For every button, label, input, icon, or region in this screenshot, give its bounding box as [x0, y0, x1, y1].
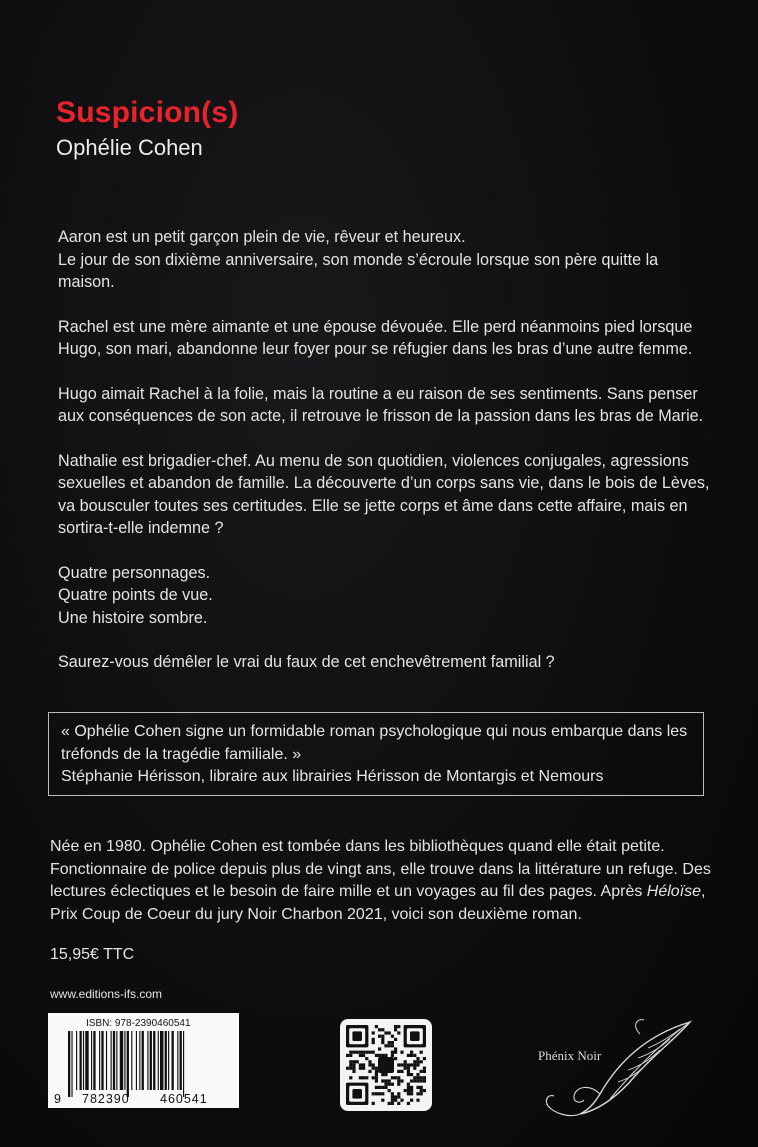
qr-module — [416, 1060, 419, 1063]
qr-module — [400, 1070, 403, 1073]
qr-module — [384, 1086, 387, 1089]
barcode-bar — [76, 1031, 77, 1090]
qr-module — [352, 1067, 355, 1070]
qr-module — [388, 1041, 391, 1044]
qr-module — [413, 1079, 416, 1082]
barcode-bar — [91, 1031, 92, 1090]
barcode-bar — [139, 1031, 140, 1090]
qr-module — [375, 1092, 378, 1095]
barcode-bar — [131, 1031, 132, 1090]
qr-module — [375, 1079, 378, 1082]
qr-module — [410, 1073, 413, 1076]
qr-module — [394, 1038, 397, 1041]
qr-module — [407, 1092, 410, 1095]
qr-module — [404, 1060, 407, 1063]
blurb — [58, 226, 718, 696]
qr-module — [381, 1054, 384, 1057]
qr-module — [368, 1060, 371, 1063]
quote-line-1: « Ophélie Cohen signe un formidable roman psychologique qui nous embarque dans les — [61, 723, 688, 740]
qr-module — [404, 1063, 407, 1066]
qr-finder — [352, 1031, 362, 1041]
barcode-bar — [68, 1031, 70, 1097]
qr-module — [423, 1070, 426, 1073]
qr-module — [416, 1086, 419, 1089]
qr-module — [397, 1076, 400, 1079]
qr-module — [410, 1092, 413, 1095]
qr-module — [381, 1079, 384, 1082]
qr-module — [362, 1067, 365, 1070]
qr-finder — [410, 1031, 420, 1041]
blurb-question: Saurez-vous démêler le vrai du faux de cet enchevêtrement familial ? — [58, 653, 555, 671]
feather-icon — [540, 1014, 700, 1124]
qr-module — [372, 1076, 375, 1079]
qr-module — [410, 1063, 413, 1066]
qr-module — [404, 1089, 407, 1092]
qr-module — [416, 1079, 419, 1082]
qr-module — [352, 1063, 355, 1066]
qr-module — [384, 1079, 387, 1082]
qr-module — [413, 1076, 416, 1079]
qr-module — [391, 1054, 394, 1057]
barcode-bar — [150, 1031, 152, 1090]
qr-module — [391, 1099, 394, 1102]
qr-module — [416, 1057, 419, 1060]
barcode-bar — [136, 1031, 137, 1090]
barcode-bar — [127, 1031, 129, 1097]
review-quote — [48, 712, 704, 796]
qr-module — [356, 1051, 359, 1054]
qr-module — [407, 1054, 410, 1057]
qr-module — [365, 1076, 368, 1079]
qr-module — [394, 1025, 397, 1028]
qr-module — [346, 1054, 349, 1057]
qr-module — [375, 1086, 378, 1089]
qr-module — [400, 1099, 403, 1102]
qr-module — [372, 1031, 375, 1034]
qr-module — [420, 1086, 423, 1089]
qr-module — [388, 1089, 391, 1092]
barcode-bar — [180, 1031, 182, 1090]
qr-module — [420, 1051, 423, 1054]
qr-module — [359, 1054, 362, 1057]
qr-module — [359, 1076, 362, 1079]
barcode-bar — [99, 1031, 100, 1090]
barcode-bar — [120, 1031, 123, 1090]
qr-module — [349, 1063, 352, 1066]
qr-module — [378, 1035, 381, 1038]
qr-module — [352, 1070, 355, 1073]
qr-module — [400, 1079, 403, 1082]
qr-module — [394, 1095, 397, 1098]
qr-module — [400, 1063, 403, 1066]
qr-module — [346, 1067, 349, 1070]
qr-module — [423, 1057, 426, 1060]
quote-line-2: tréfonds de la tragédie familiale. » — [61, 745, 302, 763]
barcode-bar — [71, 1031, 72, 1097]
qr-module — [388, 1102, 391, 1105]
qr-module — [420, 1060, 423, 1063]
qr-code[interactable] — [340, 1019, 432, 1111]
qr-module — [407, 1086, 410, 1089]
qr-module — [368, 1063, 371, 1066]
barcode-bars — [48, 1013, 239, 1108]
qr-module — [397, 1070, 400, 1073]
qr-module — [388, 1083, 391, 1086]
qr-module — [384, 1073, 387, 1076]
qr-module — [413, 1054, 416, 1057]
blurb-paragraph-3: Hugo aimait Rachel à la folie, mais la routine a eu raison de ses sentiments. Sans penser aux conséquences de son acte, il retrouve le frisson de la passion dans les bras de Marie. — [58, 384, 704, 425]
qr-module — [391, 1092, 394, 1095]
qr-module — [349, 1054, 352, 1057]
quote-attribution: Stéphanie Hérisson, libraire aux librairies Hérisson de Montargis et Nemours — [61, 768, 604, 785]
qr-module — [407, 1089, 410, 1092]
barcode-digits-left: 782390 — [82, 1092, 130, 1106]
qr-module — [423, 1067, 426, 1070]
qr-module — [397, 1095, 400, 1098]
isbn-barcode — [48, 1013, 239, 1108]
qr-module — [397, 1083, 400, 1086]
book-reference: Héloïse — [646, 883, 702, 900]
qr-module — [349, 1051, 352, 1054]
qr-module — [416, 1076, 419, 1079]
qr-module — [394, 1047, 397, 1050]
qr-module — [378, 1054, 381, 1057]
qr-module — [362, 1054, 365, 1057]
qr-module — [384, 1031, 387, 1034]
qr-module — [349, 1060, 352, 1063]
qr-module — [420, 1070, 423, 1073]
qr-module — [362, 1051, 365, 1054]
qr-module — [397, 1079, 400, 1082]
qr-module — [365, 1051, 368, 1054]
publisher-name: Phénix Noir — [538, 1048, 602, 1063]
qr-module — [416, 1063, 419, 1066]
qr-module — [407, 1102, 410, 1105]
qr-module — [423, 1079, 426, 1082]
qr-module — [407, 1070, 410, 1073]
qr-module — [372, 1067, 375, 1070]
qr-module — [407, 1073, 410, 1076]
blurb-paragraph-4: Nathalie est brigadier-chef. Au menu de son quotidien, violences conjugales, agressions sexuelles et abandon de famille. La découverte d’un corps sans vie, dans le bois de Lèves, va bousculer toutes ses certitudes. Elle se jette corps et âme dans cette affaire, mais en sortira-t-elle indemne ? — [58, 451, 710, 537]
qr-module — [410, 1051, 413, 1054]
qr-module — [410, 1079, 413, 1082]
qr-module — [372, 1041, 375, 1044]
qr-module — [375, 1067, 378, 1070]
qr-module — [394, 1057, 397, 1060]
qr-module — [423, 1076, 426, 1079]
qr-module — [375, 1054, 378, 1057]
barcode-bar — [183, 1031, 184, 1097]
qr-module — [420, 1092, 423, 1095]
qr-module — [394, 1051, 397, 1054]
qr-module — [375, 1073, 378, 1076]
qr-module — [372, 1051, 375, 1054]
qr-module — [391, 1102, 394, 1105]
qr-module — [384, 1083, 387, 1086]
barcode-bar — [80, 1031, 82, 1090]
qr-module — [400, 1051, 403, 1054]
qr-module — [394, 1099, 397, 1102]
qr-module — [391, 1044, 394, 1047]
qr-module — [375, 1070, 378, 1073]
qr-module — [375, 1025, 378, 1028]
qr-module — [368, 1051, 371, 1054]
barcode-bar — [158, 1031, 159, 1090]
qr-module — [423, 1089, 426, 1092]
barcode-digit-first: 9 — [54, 1092, 62, 1106]
qr-module — [391, 1083, 394, 1086]
qr-module — [410, 1099, 413, 1102]
qr-module — [397, 1063, 400, 1066]
qr-module — [410, 1089, 413, 1092]
barcode-bar — [124, 1031, 125, 1090]
qr-module — [391, 1076, 394, 1079]
qr-module — [359, 1051, 362, 1054]
author-bio: Née en 1980. Ophélie Cohen est tombée dans les bibliothèques quand elle était petite. Fonctionnaire de police depuis plus de vingt ans, elle trouve dans la littérature un refuge. Des lectures éclectiques et le besoin de faire mille et un voyages au fil des pages. Après Héloïse, Prix Coup de Coeur du jury Noir Charbon 2021, voici son deuxième roman. — [50, 838, 711, 923]
qr-module — [384, 1054, 387, 1057]
qr-module — [381, 1041, 384, 1044]
qr-module — [391, 1041, 394, 1044]
barcode-bar — [101, 1031, 103, 1090]
barcode-bar — [160, 1031, 163, 1090]
qr-module — [388, 1079, 391, 1082]
qr-module — [381, 1086, 384, 1089]
qr-module — [378, 1047, 381, 1050]
qr-module — [356, 1060, 359, 1063]
qr-module — [420, 1076, 423, 1079]
qr-module — [391, 1035, 394, 1038]
qr-module — [381, 1038, 384, 1041]
qr-module — [410, 1086, 413, 1089]
qr-module — [381, 1035, 384, 1038]
price: 15,95€ TTC — [50, 946, 135, 963]
qr-code-icon — [346, 1025, 426, 1105]
qr-module — [410, 1054, 413, 1057]
qr-module — [372, 1063, 375, 1066]
qr-module — [391, 1051, 394, 1054]
qr-module — [375, 1076, 378, 1079]
qr-module — [404, 1067, 407, 1070]
qr-module — [397, 1025, 400, 1028]
qr-module — [420, 1079, 423, 1082]
barcode-bar — [153, 1031, 155, 1090]
qr-module — [378, 1028, 381, 1031]
qr-module — [349, 1067, 352, 1070]
book-author: Ophélie Cohen — [56, 135, 203, 160]
qr-module — [416, 1099, 419, 1102]
qr-module — [349, 1076, 352, 1079]
qr-module — [378, 1092, 381, 1095]
qr-module — [413, 1060, 416, 1063]
barcode-bar — [113, 1031, 115, 1090]
qr-module — [397, 1092, 400, 1095]
barcode-bar — [168, 1031, 169, 1090]
qr-module — [359, 1063, 362, 1066]
qr-module — [372, 1102, 375, 1105]
barcode-digits-right: 460541 — [160, 1092, 208, 1106]
barcode-bar — [85, 1031, 88, 1090]
barcode-bar — [172, 1031, 174, 1090]
qr-module — [413, 1063, 416, 1066]
blurb-paragraph-2: Rachel est une mère aimante et une épouse dévouée. Elle perd néanmoins pied lorsque Hugo, son mari, abandonne leur foyer pour se réfugier dans les bras d’une autre femme. — [58, 317, 693, 358]
qr-module — [388, 1044, 391, 1047]
barcode-bar — [177, 1031, 178, 1090]
qr-module — [407, 1063, 410, 1066]
barcode-bar — [83, 1031, 84, 1090]
qr-module — [407, 1083, 410, 1086]
qr-center-logo — [378, 1057, 394, 1073]
qr-module — [352, 1051, 355, 1054]
qr-module — [362, 1063, 365, 1066]
qr-module — [372, 1092, 375, 1095]
qr-module — [352, 1060, 355, 1063]
qr-module — [381, 1092, 384, 1095]
barcode-bar — [111, 1031, 112, 1090]
barcode-bar — [93, 1031, 95, 1090]
qr-module — [416, 1092, 419, 1095]
isbn-label: ISBN: 978-2390460541 — [86, 1018, 191, 1029]
barcode-bar — [106, 1031, 107, 1090]
barcode-bar — [165, 1031, 167, 1090]
qr-module — [372, 1038, 375, 1041]
blurb-paragraph-1: Aaron est un petit garçon plein de vie, rêveur et heureux. Le jour de son dixième anniversaire, son monde s’écroule lorsque son père quitte la maison. — [58, 228, 659, 291]
barcode-bar — [147, 1031, 148, 1090]
qr-module — [407, 1067, 410, 1070]
qr-module — [391, 1095, 394, 1098]
qr-module — [397, 1102, 400, 1105]
qr-module — [420, 1089, 423, 1092]
qr-module — [359, 1067, 362, 1070]
qr-module — [388, 1031, 391, 1034]
barcode-bar — [116, 1031, 117, 1090]
qr-finder — [352, 1089, 362, 1099]
qr-module — [394, 1028, 397, 1031]
qr-module — [378, 1086, 381, 1089]
qr-module — [397, 1031, 400, 1034]
qr-module — [381, 1099, 384, 1102]
publisher-website[interactable]: www.editions-ifs.com — [50, 987, 163, 1001]
qr-module — [368, 1070, 371, 1073]
book-title: Suspicion(s) — [56, 96, 239, 129]
barcode-bar — [142, 1031, 144, 1090]
qr-module — [381, 1028, 384, 1031]
blurb-paragraph-5: Quatre personnages. Quatre points de vue. Une histoire sombre. — [58, 563, 213, 627]
qr-module — [362, 1076, 365, 1079]
qr-module — [365, 1057, 368, 1060]
qr-module — [381, 1073, 384, 1076]
qr-module — [413, 1067, 416, 1070]
qr-module — [384, 1044, 387, 1047]
qr-module — [394, 1076, 397, 1079]
qr-module — [416, 1073, 419, 1076]
